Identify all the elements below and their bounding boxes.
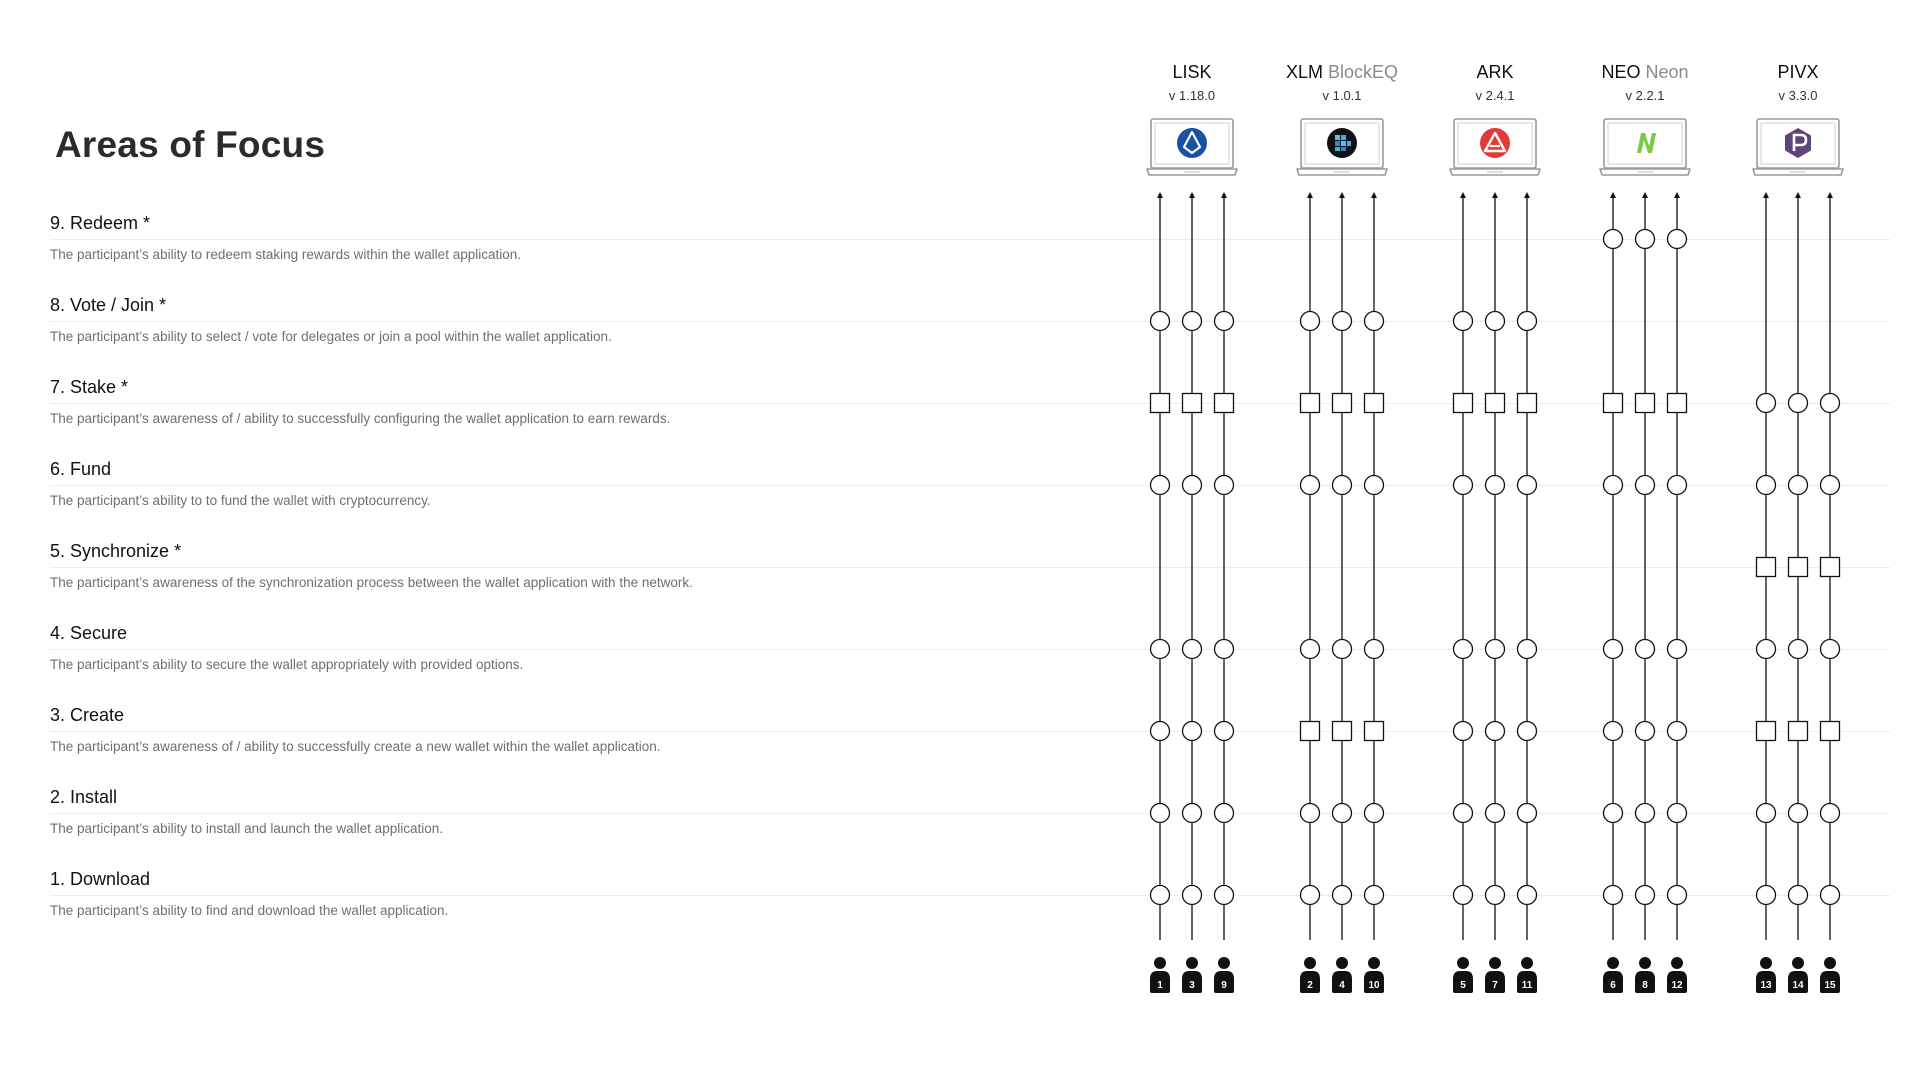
issue-marker bbox=[1486, 394, 1505, 413]
completed-marker bbox=[1365, 640, 1384, 659]
wallet-version: v 1.0.1 bbox=[1322, 88, 1362, 103]
issue-marker bbox=[1365, 722, 1384, 741]
completed-marker bbox=[1333, 804, 1352, 823]
participant-icon bbox=[1667, 957, 1687, 993]
issue-marker bbox=[1668, 394, 1687, 413]
step-title: 1. Download bbox=[50, 869, 151, 889]
step-description: The participant’s ability to secure the wallet appropriately with provided options. bbox=[50, 657, 524, 672]
issue-marker bbox=[1789, 722, 1808, 741]
completed-marker bbox=[1454, 640, 1473, 659]
participant-number: 4 bbox=[1339, 980, 1345, 991]
wallet-group-pivx bbox=[1756, 192, 1840, 993]
wallet-ticker: NEO bbox=[1601, 62, 1641, 82]
completed-marker bbox=[1215, 804, 1234, 823]
completed-marker bbox=[1454, 886, 1473, 905]
completed-marker bbox=[1636, 886, 1655, 905]
completed-marker bbox=[1183, 804, 1202, 823]
person-head-icon bbox=[1186, 957, 1198, 969]
participant-icon bbox=[1635, 957, 1655, 993]
completed-marker bbox=[1757, 394, 1776, 413]
completed-marker bbox=[1183, 476, 1202, 495]
step-description: The participant’s ability to to fund the wallet with cryptocurrency. bbox=[50, 493, 431, 508]
completed-marker bbox=[1757, 476, 1776, 495]
completed-marker bbox=[1636, 804, 1655, 823]
person-head-icon bbox=[1489, 957, 1501, 969]
completed-marker bbox=[1454, 722, 1473, 741]
completed-marker bbox=[1215, 640, 1234, 659]
completed-marker bbox=[1333, 476, 1352, 495]
participant-icon bbox=[1756, 957, 1776, 993]
issue-marker bbox=[1151, 394, 1170, 413]
wallet-version: v 2.4.1 bbox=[1475, 88, 1515, 103]
completed-marker bbox=[1668, 640, 1687, 659]
wallet-app-name: BlockEQ bbox=[1328, 62, 1399, 82]
step-title: 4. Secure bbox=[50, 623, 128, 643]
wallet-ticker: PIVX bbox=[1777, 62, 1819, 82]
arrow-up-icon bbox=[1157, 192, 1163, 198]
issue-marker bbox=[1789, 558, 1808, 577]
arrow-up-icon bbox=[1221, 192, 1227, 198]
arrow-up-icon bbox=[1795, 192, 1801, 198]
completed-marker bbox=[1486, 640, 1505, 659]
issue-marker bbox=[1821, 722, 1840, 741]
completed-marker bbox=[1604, 476, 1623, 495]
participant-icon bbox=[1214, 957, 1234, 993]
completed-marker bbox=[1151, 640, 1170, 659]
completed-marker bbox=[1333, 886, 1352, 905]
completed-marker bbox=[1486, 312, 1505, 331]
completed-marker bbox=[1151, 476, 1170, 495]
completed-marker bbox=[1821, 804, 1840, 823]
issue-marker bbox=[1454, 394, 1473, 413]
participant-number: 15 bbox=[1824, 980, 1836, 991]
completed-marker bbox=[1757, 640, 1776, 659]
completed-marker bbox=[1215, 886, 1234, 905]
participant-icon bbox=[1453, 957, 1473, 993]
issue-marker bbox=[1301, 722, 1320, 741]
completed-marker bbox=[1518, 640, 1537, 659]
completed-marker bbox=[1151, 312, 1170, 331]
issue-marker bbox=[1821, 558, 1840, 577]
wallet-group-ark bbox=[1453, 192, 1537, 993]
completed-marker bbox=[1636, 230, 1655, 249]
completed-marker bbox=[1636, 640, 1655, 659]
arrow-up-icon bbox=[1642, 192, 1648, 198]
person-head-icon bbox=[1824, 957, 1836, 969]
arrow-up-icon bbox=[1371, 192, 1377, 198]
completed-marker bbox=[1151, 886, 1170, 905]
issue-marker bbox=[1333, 722, 1352, 741]
wallet-app-name: Neon bbox=[1645, 62, 1689, 82]
step-description: The participant’s awareness of the synchronization process between the wallet application with the network. bbox=[50, 575, 693, 590]
issue-marker bbox=[1365, 394, 1384, 413]
completed-marker bbox=[1365, 476, 1384, 495]
completed-marker bbox=[1365, 886, 1384, 905]
completed-marker bbox=[1333, 640, 1352, 659]
completed-marker bbox=[1183, 722, 1202, 741]
step-title: 6. Fund bbox=[50, 459, 112, 479]
completed-marker bbox=[1151, 804, 1170, 823]
wallet-ticker: LISK bbox=[1172, 62, 1212, 82]
issue-marker bbox=[1636, 394, 1655, 413]
completed-marker bbox=[1301, 804, 1320, 823]
completed-marker bbox=[1789, 640, 1808, 659]
participant-number: 13 bbox=[1760, 980, 1772, 991]
step-title: 8. Vote / Join * bbox=[50, 295, 167, 315]
person-head-icon bbox=[1304, 957, 1316, 969]
completed-marker bbox=[1789, 886, 1808, 905]
person-head-icon bbox=[1154, 957, 1166, 969]
completed-marker bbox=[1636, 722, 1655, 741]
completed-marker bbox=[1668, 722, 1687, 741]
wallet-group-neo bbox=[1603, 192, 1687, 993]
participant-number: 6 bbox=[1610, 980, 1616, 991]
step-title: 5. Synchronize * bbox=[50, 541, 182, 561]
completed-marker bbox=[1518, 722, 1537, 741]
completed-marker bbox=[1821, 886, 1840, 905]
step-description: The participant’s ability to find and download the wallet application. bbox=[50, 903, 449, 918]
completed-marker bbox=[1454, 476, 1473, 495]
participant-number: 1 bbox=[1157, 980, 1163, 991]
participant-icon bbox=[1364, 957, 1384, 993]
issue-marker bbox=[1757, 558, 1776, 577]
participant-icon bbox=[1332, 957, 1352, 993]
arrow-up-icon bbox=[1307, 192, 1313, 198]
completed-marker bbox=[1821, 476, 1840, 495]
wallet-version: v 3.3.0 bbox=[1778, 88, 1818, 103]
arrow-up-icon bbox=[1339, 192, 1345, 198]
person-head-icon bbox=[1336, 957, 1348, 969]
completed-marker bbox=[1215, 476, 1234, 495]
participant-icon bbox=[1788, 957, 1808, 993]
completed-marker bbox=[1668, 886, 1687, 905]
completed-marker bbox=[1486, 886, 1505, 905]
completed-marker bbox=[1636, 476, 1655, 495]
completed-marker bbox=[1604, 804, 1623, 823]
issue-marker bbox=[1518, 394, 1537, 413]
completed-marker bbox=[1183, 640, 1202, 659]
step-description: The participant’s ability to install and launch the wallet application. bbox=[50, 821, 443, 836]
completed-marker bbox=[1789, 476, 1808, 495]
wallet-version: v 1.18.0 bbox=[1168, 88, 1216, 103]
issue-marker bbox=[1757, 722, 1776, 741]
completed-marker bbox=[1789, 394, 1808, 413]
arrow-up-icon bbox=[1492, 192, 1498, 198]
participant-icon bbox=[1300, 957, 1320, 993]
wallet-group-xlm bbox=[1300, 192, 1384, 993]
participant-icon bbox=[1820, 957, 1840, 993]
arrow-up-icon bbox=[1674, 192, 1680, 198]
step-description: The participant’s awareness of / ability to successfully create a new wallet within the wallet application. bbox=[50, 739, 661, 754]
participant-number: 14 bbox=[1792, 980, 1804, 991]
completed-marker bbox=[1668, 804, 1687, 823]
participant-number: 2 bbox=[1307, 980, 1313, 991]
completed-marker bbox=[1454, 804, 1473, 823]
participant-number: 3 bbox=[1189, 980, 1195, 991]
completed-marker bbox=[1183, 886, 1202, 905]
completed-marker bbox=[1486, 722, 1505, 741]
person-head-icon bbox=[1218, 957, 1230, 969]
person-head-icon bbox=[1639, 957, 1651, 969]
participant-number: 11 bbox=[1521, 980, 1533, 991]
step-title: 3. Create bbox=[50, 705, 125, 725]
wallet-ticker: XLM bbox=[1285, 62, 1323, 82]
participant-number: 7 bbox=[1492, 980, 1498, 991]
completed-marker bbox=[1821, 394, 1840, 413]
participant-icon bbox=[1150, 957, 1170, 993]
wallet-group-lisk bbox=[1150, 192, 1234, 993]
completed-marker bbox=[1821, 640, 1840, 659]
issue-marker bbox=[1183, 394, 1202, 413]
completed-marker bbox=[1365, 312, 1384, 331]
participant-number: 8 bbox=[1642, 980, 1648, 991]
issue-marker bbox=[1604, 394, 1623, 413]
completed-marker bbox=[1486, 476, 1505, 495]
step-description: The participant’s awareness of / ability to successfully configuring the wallet application to earn rewards. bbox=[50, 411, 671, 426]
completed-marker bbox=[1757, 804, 1776, 823]
arrow-up-icon bbox=[1460, 192, 1466, 198]
completed-marker bbox=[1604, 722, 1623, 741]
completed-marker bbox=[1365, 804, 1384, 823]
completed-marker bbox=[1301, 312, 1320, 331]
person-head-icon bbox=[1368, 957, 1380, 969]
person-head-icon bbox=[1792, 957, 1804, 969]
completed-marker bbox=[1183, 312, 1202, 331]
completed-marker bbox=[1668, 230, 1687, 249]
person-head-icon bbox=[1607, 957, 1619, 969]
completed-marker bbox=[1301, 640, 1320, 659]
completed-marker bbox=[1604, 886, 1623, 905]
arrow-up-icon bbox=[1610, 192, 1616, 198]
arrow-up-icon bbox=[1827, 192, 1833, 198]
step-description: The participant’s ability to select / vote for delegates or join a pool within the wallet application. bbox=[50, 329, 612, 344]
wallet-ticker: ARK bbox=[1476, 62, 1514, 82]
completed-marker bbox=[1215, 722, 1234, 741]
participant-number: 12 bbox=[1671, 980, 1683, 991]
completed-marker bbox=[1604, 230, 1623, 249]
participant-number: 5 bbox=[1460, 980, 1466, 991]
step-title: 2. Install bbox=[50, 787, 118, 807]
participant-icon bbox=[1182, 957, 1202, 993]
participant-icon bbox=[1485, 957, 1505, 993]
arrow-up-icon bbox=[1189, 192, 1195, 198]
participant-number: 10 bbox=[1368, 980, 1380, 991]
arrow-up-icon bbox=[1524, 192, 1530, 198]
person-head-icon bbox=[1457, 957, 1469, 969]
completed-marker bbox=[1151, 722, 1170, 741]
person-head-icon bbox=[1671, 957, 1683, 969]
completed-marker bbox=[1454, 312, 1473, 331]
completed-marker bbox=[1518, 804, 1537, 823]
completed-marker bbox=[1518, 886, 1537, 905]
completed-marker bbox=[1333, 312, 1352, 331]
step-title: 7. Stake * bbox=[50, 377, 129, 397]
participant-icon bbox=[1517, 957, 1537, 993]
wallet-version: v 2.2.1 bbox=[1625, 88, 1665, 103]
completed-marker bbox=[1301, 476, 1320, 495]
person-head-icon bbox=[1760, 957, 1772, 969]
person-head-icon bbox=[1521, 957, 1533, 969]
page-title: Areas of Focus bbox=[55, 124, 326, 165]
completed-marker bbox=[1518, 312, 1537, 331]
issue-marker bbox=[1215, 394, 1234, 413]
completed-marker bbox=[1789, 804, 1808, 823]
completed-marker bbox=[1215, 312, 1234, 331]
arrow-up-icon bbox=[1763, 192, 1769, 198]
participant-number: 9 bbox=[1221, 980, 1227, 991]
completed-marker bbox=[1668, 476, 1687, 495]
completed-marker bbox=[1757, 886, 1776, 905]
participant-icon bbox=[1603, 957, 1623, 993]
completed-marker bbox=[1604, 640, 1623, 659]
completed-marker bbox=[1486, 804, 1505, 823]
step-title: 9. Redeem * bbox=[50, 213, 151, 233]
issue-marker bbox=[1301, 394, 1320, 413]
completed-marker bbox=[1518, 476, 1537, 495]
step-description: The participant’s ability to redeem staking rewards within the wallet application. bbox=[50, 247, 521, 262]
completed-marker bbox=[1301, 886, 1320, 905]
issue-marker bbox=[1333, 394, 1352, 413]
